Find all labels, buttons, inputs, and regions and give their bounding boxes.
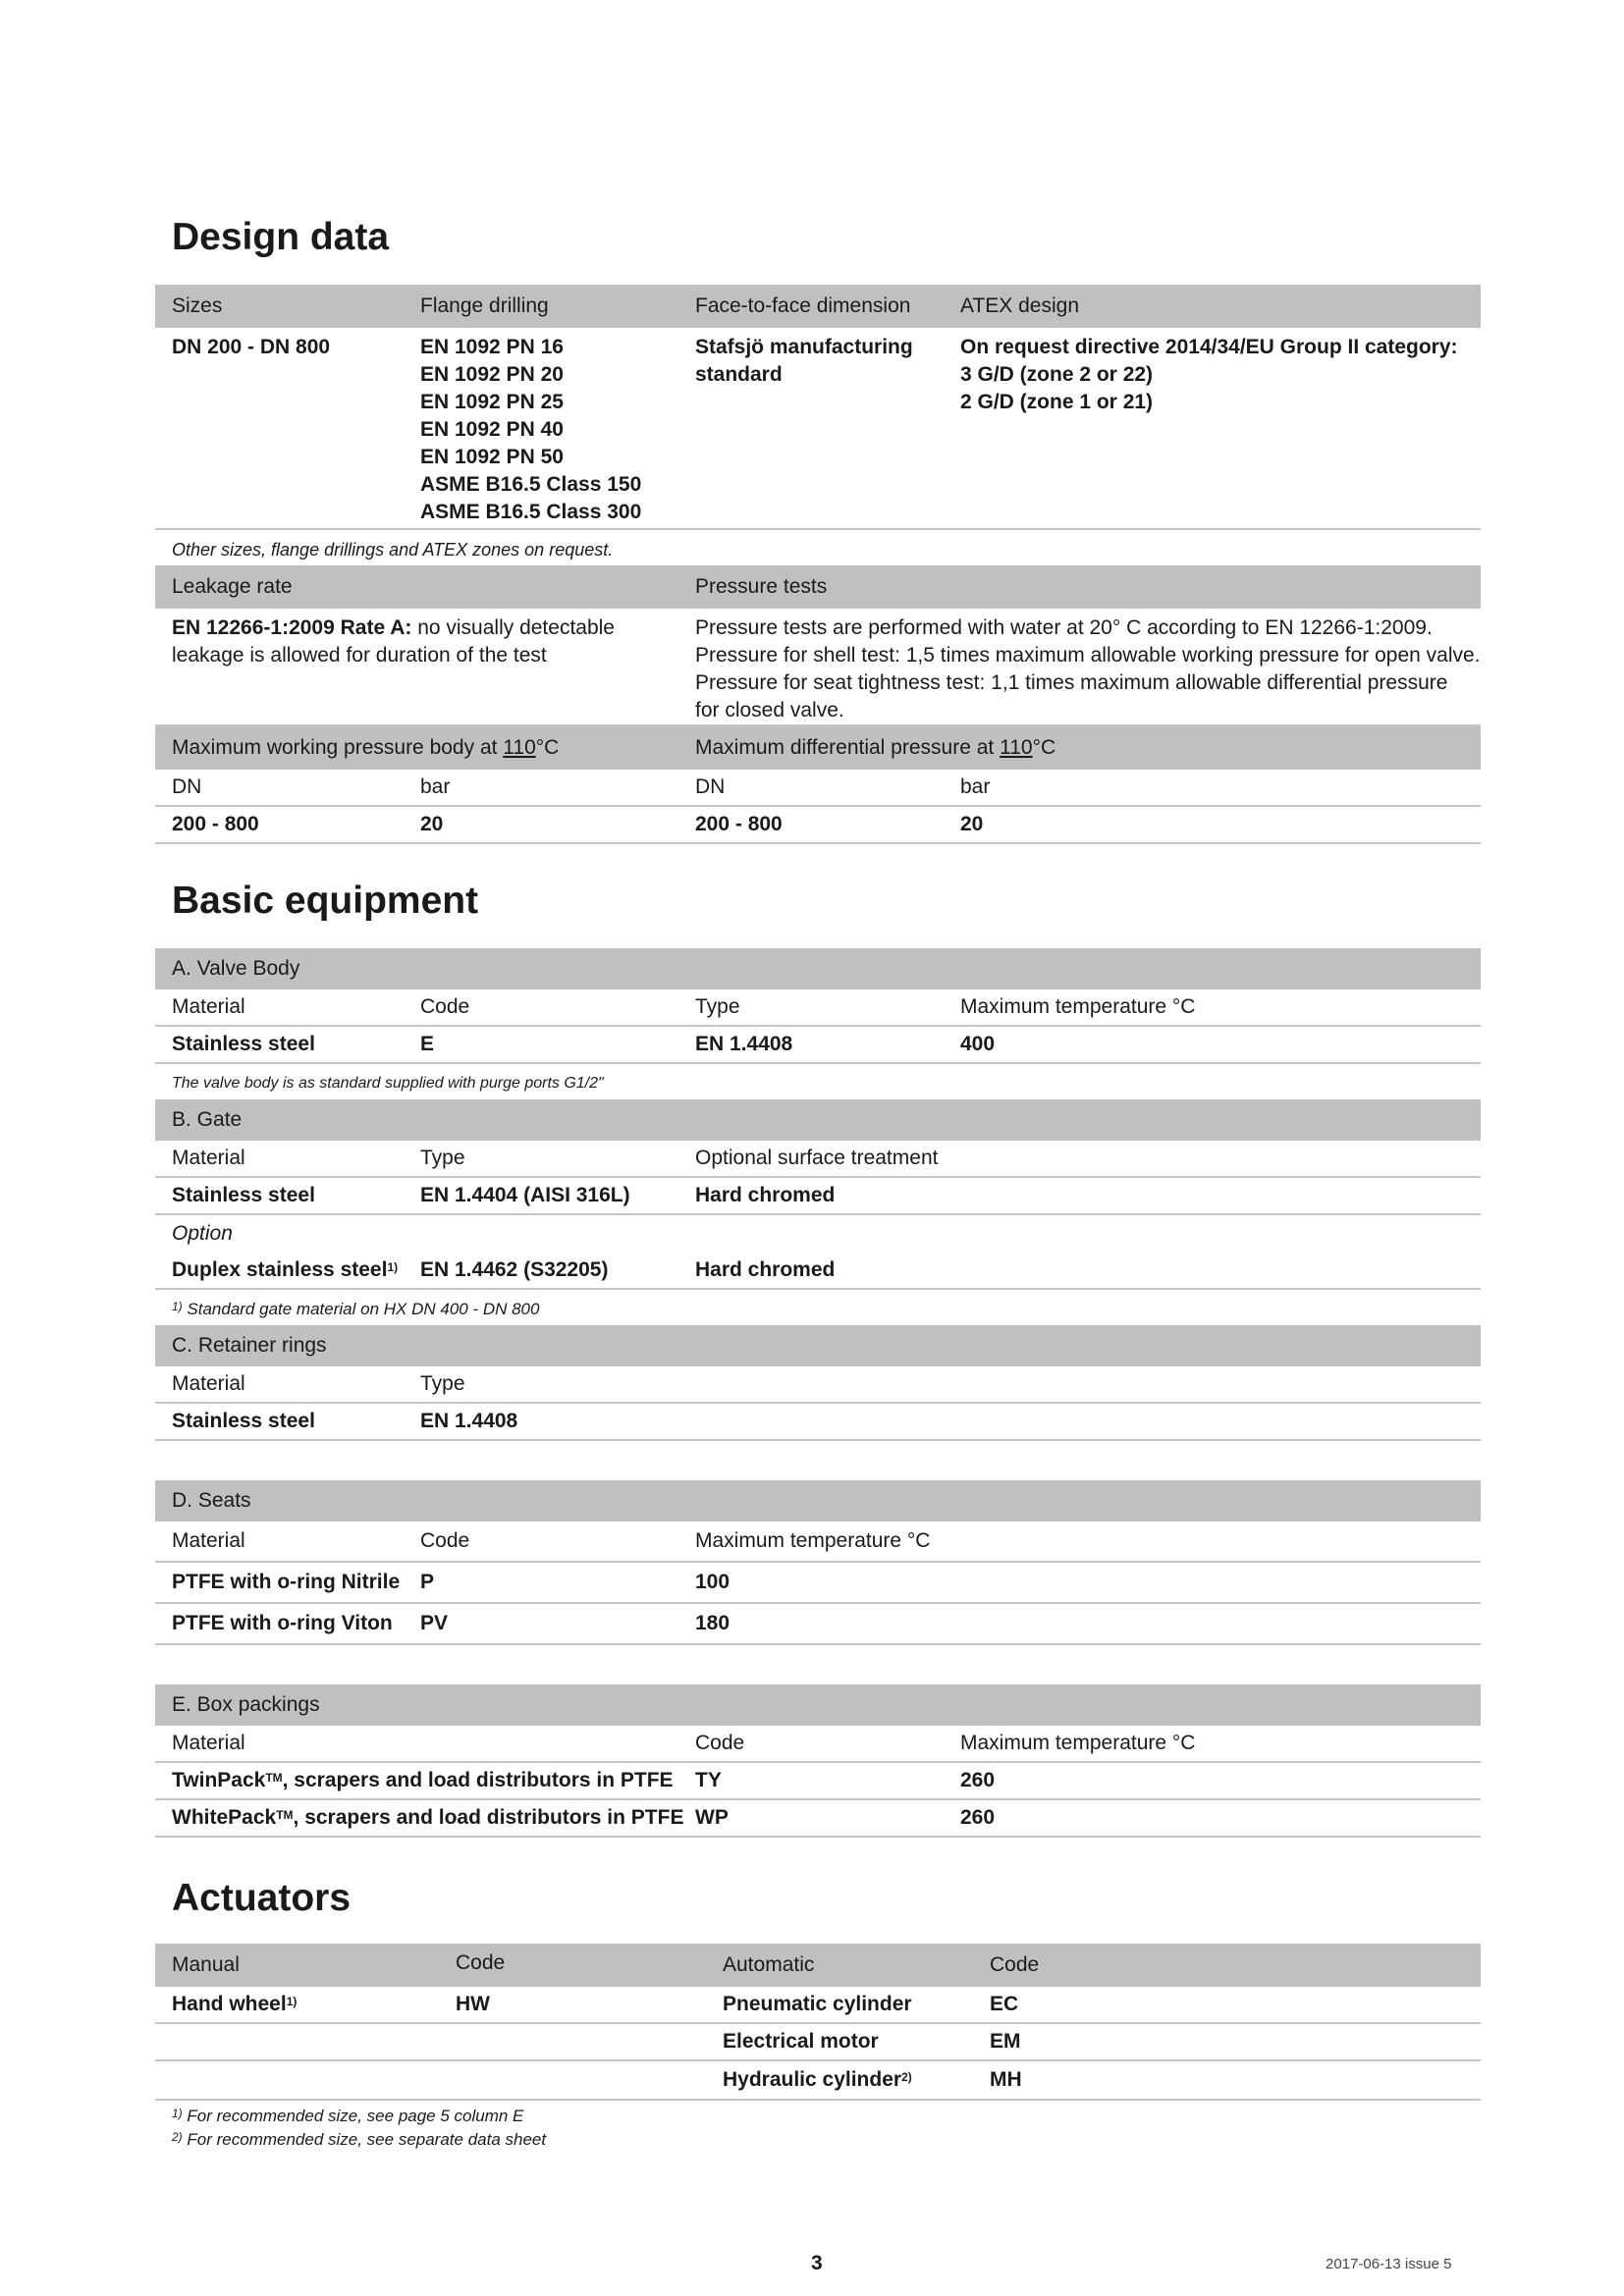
trademark-mark: TM [265,1771,283,1785]
code-value: TY [695,1769,722,1791]
dn-label: DN [695,775,726,798]
leakage-standard: EN 12266-1:2009 Rate A: [172,616,412,639]
box-packings-row [155,1763,1481,1800]
flange-item: EN 1092 PN 20 [420,363,564,386]
gate-note-text: Standard gate material on HX DN 400 - DN 800 [182,1300,540,1318]
valve-body-cols [155,989,1481,1027]
gate-title: B. Gate [172,1108,243,1131]
trademark-mark: TM [276,1808,294,1822]
gate-note [172,1296,539,1323]
col-face-to-face: Face-to-face dimension [695,294,911,317]
footnote-marker: 1) [286,1995,298,2008]
design-data-header [155,285,1481,328]
automatic-value: Electrical motor [723,2030,879,2053]
bar-label: bar [960,775,991,798]
col-atex: ATEX design [960,294,1080,317]
col-max-temp: Maximum temperature °C [960,1732,1196,1754]
retainer-row [155,1404,1481,1441]
max-working-pressure-header [172,734,559,762]
valve-body-row [155,1027,1481,1064]
retainer-header [155,1325,1481,1366]
face-to-face-line: Stafsjö manufacturing [695,336,913,358]
flange-item: EN 1092 PN 16 [420,336,564,358]
automatic-code: EM [990,2030,1021,2053]
col-automatic: Automatic [723,1953,815,1976]
bar-value: 20 [960,813,984,835]
valve-body-header [155,948,1481,989]
seats-row [155,1604,1481,1645]
col-code: Code [695,1732,745,1754]
hand-wheel-label: Hand wheel [172,1993,287,2015]
code-value: P [420,1571,435,1593]
max-diff-pressure-header [695,734,1056,762]
duplex-material: Duplex stainless steel [172,1258,388,1281]
pressure-value-row [155,807,1481,844]
max-diff-label: Maximum differential pressure at [695,736,1001,759]
max-working-label: Maximum working pressure body at [172,736,504,759]
retainer-title: C. Retainer rings [172,1334,327,1357]
manual-code: HW [456,1993,490,2015]
dn-label: DN [172,775,202,798]
col-material: Material [172,1147,245,1169]
code-value: PV [420,1612,449,1634]
automatic-code: MH [990,2068,1022,2091]
gate-option-row [155,1215,1481,1253]
pressure-tests-line: Pressure for shell test: 1,5 times maximum allowable working pressure for open valve. [695,644,1481,667]
sizes-value: DN 200 - DN 800 [172,336,331,358]
treatment-value: Hard chromed [695,1184,836,1206]
box-packings-title: E. Box packings [172,1693,320,1716]
max-working-temp: 110 [503,736,536,759]
type-value: EN 1.4462 (S32205) [420,1258,609,1281]
col-type: Type [695,995,740,1018]
col-surface-treatment: Optional surface treatment [695,1147,939,1169]
gate-cols [155,1141,1481,1178]
valve-body-note-row [155,1064,1481,1099]
pressure-tests-line: for closed valve. [695,699,844,721]
atex-line: 2 G/D (zone 1 or 21) [960,391,1154,413]
actuators-row [155,2061,1481,2101]
actuators-header [155,1944,1481,1987]
product-name: TwinPack [172,1769,266,1791]
pressure-label-row [155,770,1481,807]
actuators-row [155,1987,1481,2024]
hydraulic-label: Hydraulic cylinder [723,2068,902,2091]
col-manual: Manual [172,1953,240,1976]
temp-value: 400 [960,1033,996,1055]
automatic-value: Pneumatic cylinder [723,1993,912,2015]
col-code: Code [420,1529,470,1552]
leakage-row [155,609,1481,726]
dn-value: 200 - 800 [172,813,259,835]
footnote-marker: 2) [172,2130,183,2144]
retainer-cols [155,1366,1481,1404]
flange-item: EN 1092 PN 50 [420,446,564,468]
footnote-marker: 1) [172,2107,183,2120]
manual-value [172,1991,297,2018]
leakage-text-2: leakage is allowed for duration of the test [172,644,547,667]
actuators-row [155,2024,1481,2061]
max-diff-unit: °C [1032,736,1056,759]
gate-row-2 [155,1253,1481,1290]
atex-line: On request directive 2014/34/EU Group II category: [960,336,1458,358]
col-max-temp: Maximum temperature °C [695,1529,931,1552]
flange-item: ASME B16.5 Class 150 [420,473,642,496]
actuators-note-1: For recommended size, see page 5 column E [182,2107,524,2125]
temp-value: 100 [695,1571,731,1593]
actuators-note-2: For recommended size, see separate data sheet [182,2130,547,2149]
material-value: Stainless steel [172,1184,315,1206]
material-value: Stainless steel [172,1410,315,1432]
leakage-header: Leakage rate [172,575,293,598]
code-value: WP [695,1806,729,1829]
pressure-tests-header: Pressure tests [695,575,828,598]
atex-value [960,334,1458,416]
gate-header [155,1099,1481,1141]
col-code: Code [990,1953,1040,1976]
design-data-row [155,328,1481,530]
max-diff-temp: 110 [1000,736,1033,759]
issue-date: 2017-06-13 issue 5 [1326,2256,1452,2272]
col-code: Code [456,1951,506,1974]
pressure-tests-text [695,614,1481,724]
flange-item: EN 1092 PN 25 [420,391,564,413]
box-packings-header [155,1684,1481,1726]
box-packings-cols [155,1726,1481,1763]
flange-drilling-list [420,334,641,526]
material-value [172,1767,674,1794]
gate-row-1 [155,1178,1481,1215]
bar-value: 20 [420,813,444,835]
box-packings-row [155,1800,1481,1838]
material-value [172,1256,398,1284]
col-material: Material [172,995,245,1018]
treatment-value: Hard chromed [695,1258,836,1281]
max-working-unit: °C [535,736,560,759]
footnote-marker: 1) [387,1260,399,1274]
col-max-temp: Maximum temperature °C [960,995,1196,1018]
col-flange-drilling: Flange drilling [420,294,549,317]
automatic-value [723,2066,912,2094]
face-to-face-line: standard [695,363,783,386]
basic-equipment-title: Basic equipment [172,880,479,922]
product-name: WhitePack [172,1806,277,1829]
col-type: Type [420,1147,465,1169]
footnote-marker: 2) [901,2070,912,2084]
pressure-tests-line: Pressure for seat tightness test: 1,1 times maximum allowable differential pressure [695,671,1448,694]
actuators-title: Actuators [172,1877,352,1919]
seats-row [155,1563,1481,1604]
col-type: Type [420,1372,465,1395]
design-data-note: Other sizes, flange drillings and ATEX zones on request. [172,540,614,560]
gate-note-row [155,1290,1481,1325]
type-value: EN 1.4408 [420,1410,518,1432]
automatic-code: EC [990,1993,1019,2015]
temp-value: 180 [695,1612,731,1634]
flange-item: EN 1092 PN 40 [420,418,564,441]
col-code: Code [420,995,470,1018]
leakage-text-1: no visually detectable [411,616,615,639]
leakage-text [172,614,615,669]
code-value: E [420,1033,435,1055]
flange-item: ASME B16.5 Class 300 [420,501,642,523]
material-value: PTFE with o-ring Viton [172,1612,393,1634]
material-desc: , scrapers and load distributors in PTFE [293,1806,684,1829]
material-value: Stainless steel [172,1033,315,1055]
material-value: PTFE with o-ring Nitrile [172,1571,401,1593]
face-to-face-value [695,334,913,389]
material-desc: , scrapers and load distributors in PTFE [282,1769,674,1791]
temp-value: 260 [960,1769,996,1791]
max-pressure-header-row [155,726,1481,770]
page-number: 3 [811,2252,823,2274]
footnote-marker: 1) [172,1300,183,1313]
option-label: Option [172,1222,233,1245]
type-value: EN 1.4408 [695,1033,793,1055]
design-data-title: Design data [172,216,390,258]
valve-body-title: A. Valve Body [172,957,300,980]
atex-line: 3 G/D (zone 2 or 22) [960,363,1154,386]
temp-value: 260 [960,1806,996,1829]
seats-cols [155,1522,1481,1563]
seats-title: D. Seats [172,1489,251,1512]
type-value: EN 1.4404 (AISI 316L) [420,1184,630,1206]
leakage-header-row [155,565,1481,609]
bar-label: bar [420,775,451,798]
dn-value: 200 - 800 [695,813,783,835]
col-sizes: Sizes [172,294,223,317]
material-value [172,1804,683,1832]
pressure-tests-line: Pressure tests are performed with water at 20° C according to EN 12266-1:2009. [695,616,1433,639]
col-material: Material [172,1529,245,1552]
valve-body-note: The valve body is as standard supplied with purge ports G1/2" [172,1075,604,1092]
actuators-notes [172,2105,546,2152]
col-material: Material [172,1372,245,1395]
design-data-note-row [155,530,1481,565]
col-material: Material [172,1732,245,1754]
seats-header [155,1480,1481,1522]
